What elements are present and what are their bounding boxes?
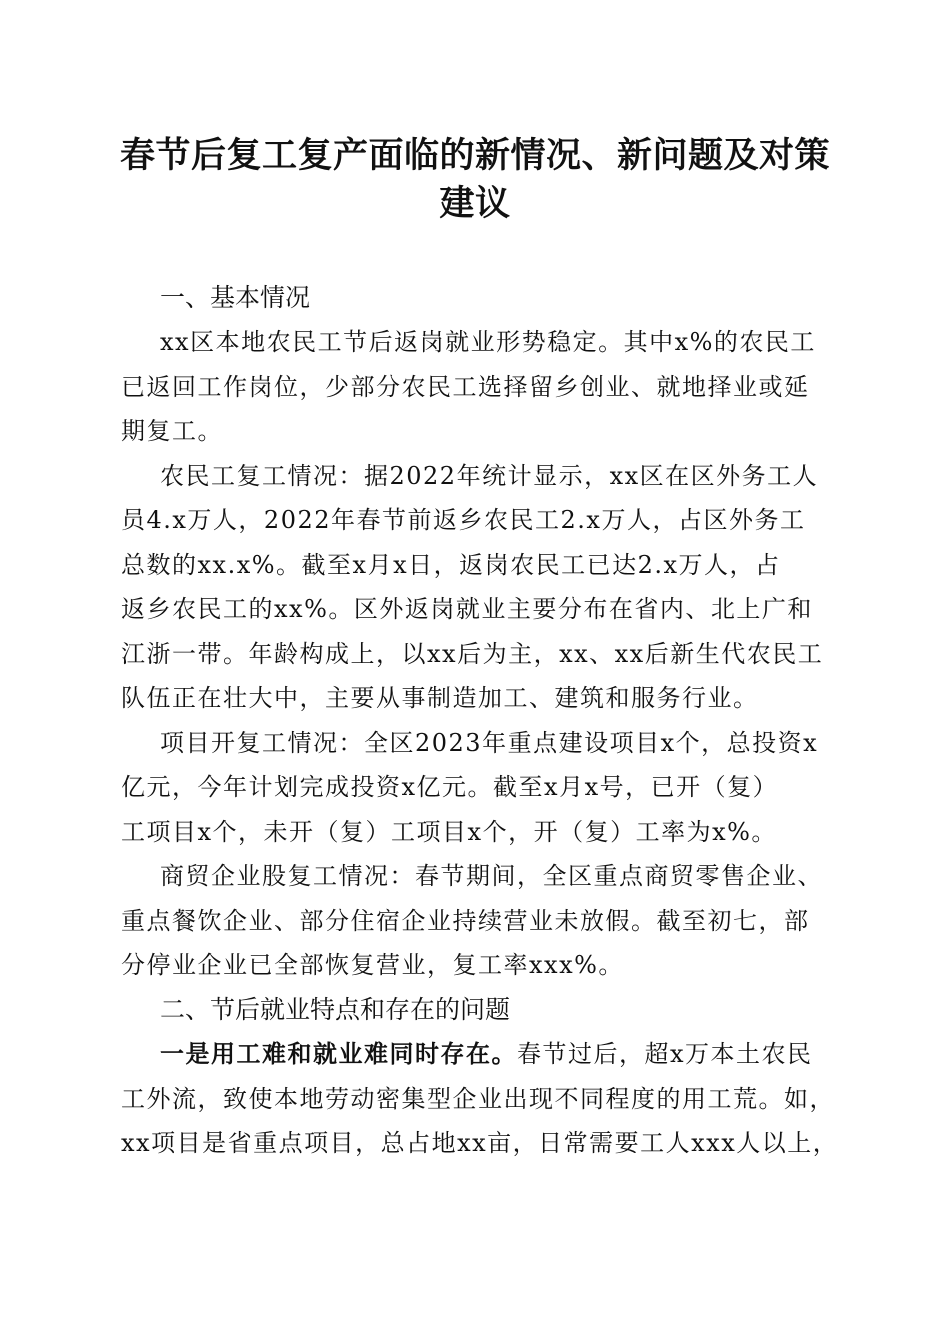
emphasis-lead: 一是用工难和就业难同时存在。: [160, 1039, 517, 1068]
paragraph-line: xx项目是省重点项目，总占地xx亩，日常需要工人xxx人以上，: [121, 1129, 839, 1157]
paragraph-line: 亿元，今年计划完成投资x亿元。截至x月x号，已开（复）: [121, 773, 779, 801]
paragraph-line: 江浙一带。年龄构成上，以xx后为主，xx、xx后新生代农民工: [121, 640, 824, 668]
paragraph-line: 返乡农民工的xx%。区外返岗就业主要分布在省内、北上广和: [121, 595, 813, 623]
title-line-1: 春节后复工复产面临的新情况、新问题及对策: [119, 135, 830, 176]
paragraph-line: xx区本地农民工节后返岗就业形势稳定。其中x%的农民工: [160, 328, 816, 356]
paragraph-line: 已返回工作岗位，少部分农民工选择留乡创业、就地择业或延: [121, 373, 810, 401]
paragraph-line: 期复工。: [121, 417, 223, 445]
paragraph-line-rest: 春节过后，超x万本土农民: [517, 1040, 813, 1068]
section-heading-basic-situation: 一、基本情况: [160, 283, 311, 312]
paragraph-line: 商贸企业股复工情况：春节期间，全区重点商贸零售企业、: [160, 862, 823, 890]
paragraph-line: 项目开复工情况：全区2023年重点建设项目x个，总投资x: [160, 729, 819, 757]
paragraph-line: 工外流，致使本地劳动密集型企业出现不同程度的用工荒。如，: [121, 1085, 835, 1113]
paragraph-line: 农民工复工情况：据2022年统计显示，xx区在区外务工人: [160, 462, 819, 490]
paragraph-line: 重点餐饮企业、部分住宿企业持续营业未放假。截至初七，部: [121, 907, 810, 935]
paragraph-line: 分停业企业已全部恢复营业，复工率xxx%。: [121, 951, 624, 979]
title-line-2: 建议: [439, 183, 511, 224]
paragraph-line: 总数的xx.x%。截至x月x日，返岗农民工已达2.x万人，占: [121, 551, 781, 579]
section-heading-employment-issues: 二、节后就业特点和存在的问题: [160, 995, 511, 1024]
paragraph-line: [160, 1039, 826, 1069]
document-title: [100, 132, 850, 228]
paragraph-line: 工项目x个，未开（复）工项目x个，开（复）工率为x%。: [121, 818, 777, 846]
paragraph-line: 员4.x万人，2022年春节前返乡农民工2.x万人，占区外务工: [121, 506, 806, 534]
paragraph-line: 队伍正在壮大中，主要从事制造加工、建筑和服务行业。: [121, 684, 759, 712]
